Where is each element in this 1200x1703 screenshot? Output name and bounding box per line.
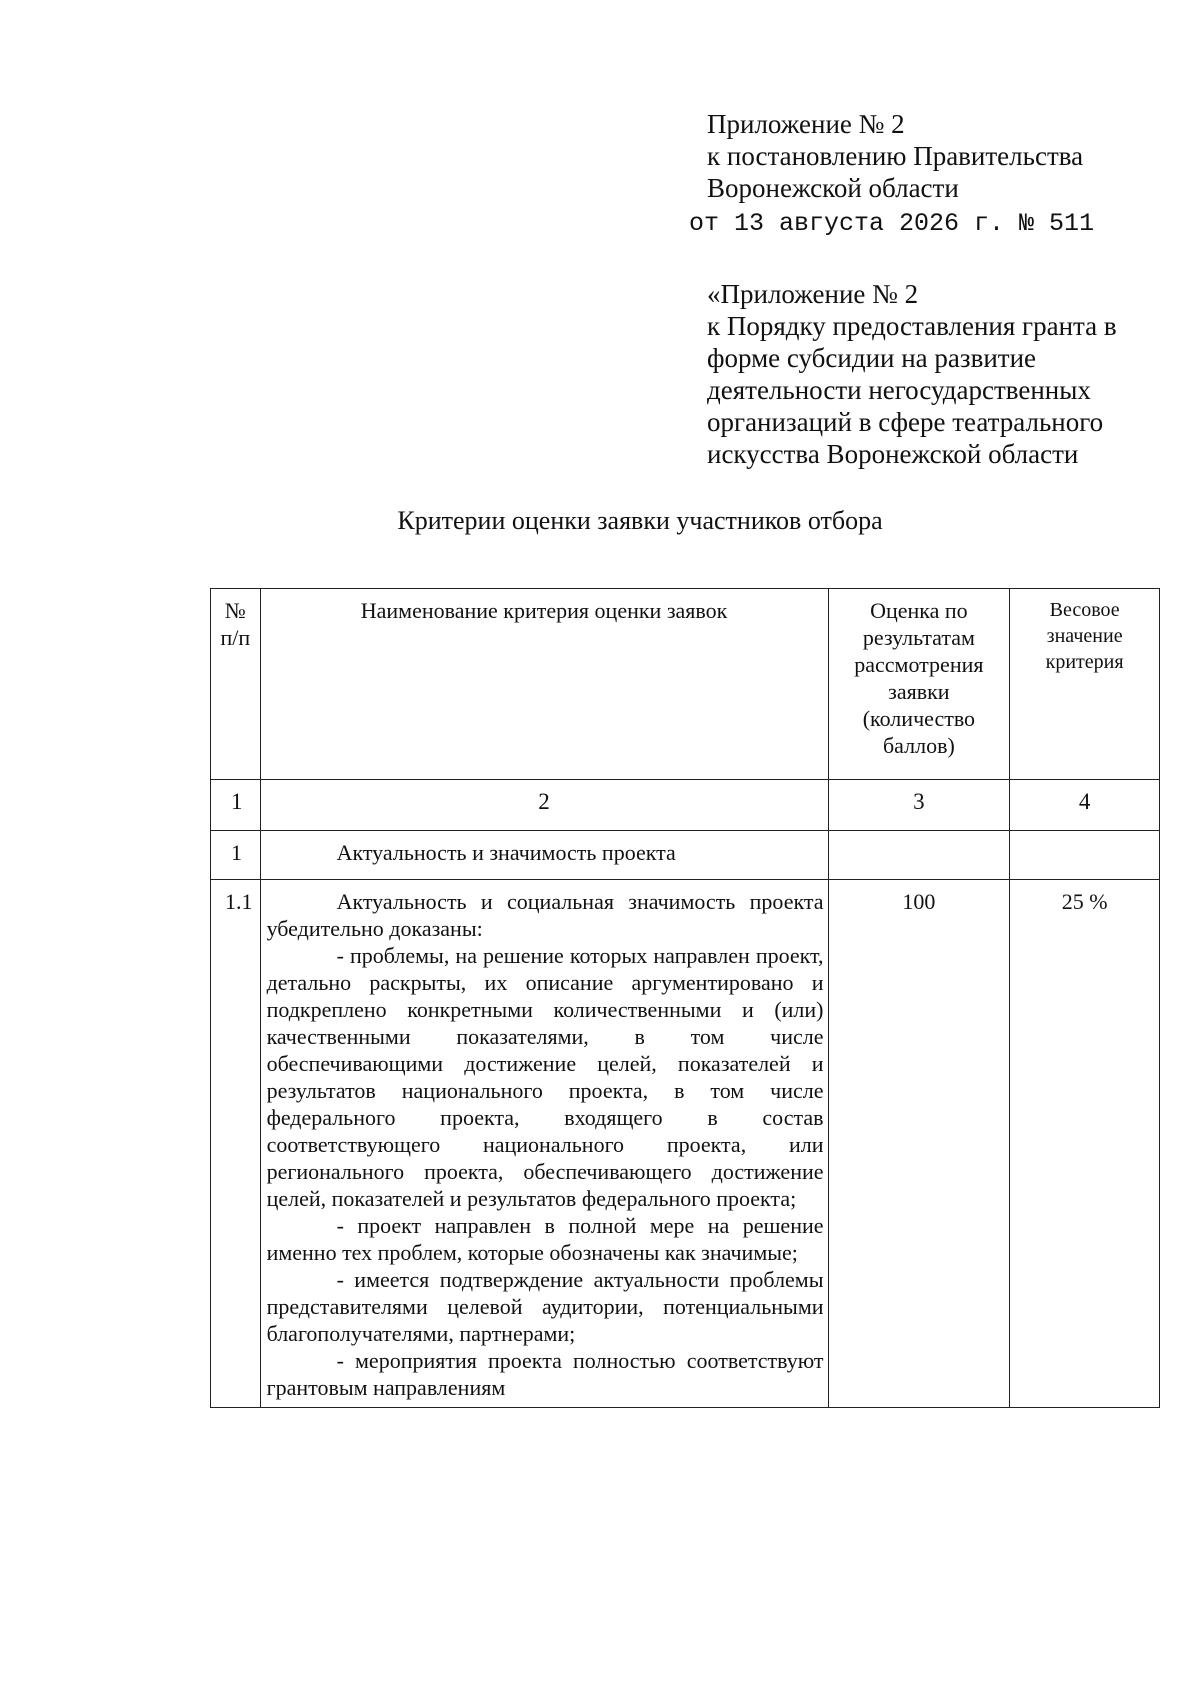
- row-paragraph-3: - проект направлен в полной мере на решение именно тех проблем, которые обозначены как значимые;: [266, 1213, 824, 1265]
- header-line-3: Воронежской области: [707, 173, 959, 203]
- section-weight-empty: [1010, 831, 1160, 880]
- attachment-line-6: искусства Воронежской области: [707, 439, 1079, 469]
- attachment-line-3: форме субсидии на развитие: [707, 343, 1036, 373]
- row-score: 100: [828, 880, 1010, 1408]
- section-row: [211, 831, 1160, 880]
- row-paragraph-1: Актуальность и социальная значимость проекта убедительно доказаны:: [266, 889, 824, 941]
- section-name: Актуальность и значимость проекта: [260, 831, 828, 880]
- decree-header: [689, 108, 1167, 240]
- column-number-3: 3: [828, 780, 1010, 831]
- section-num: 1: [211, 831, 261, 880]
- header-num: № п/п: [211, 589, 261, 780]
- column-number-4: 4: [1010, 780, 1160, 831]
- header-weight: Весовое значение критерия: [1010, 589, 1160, 780]
- column-number-1: 1: [211, 780, 261, 831]
- criteria-table: [210, 588, 1160, 1408]
- row-paragraph-5: - мероприятия проекта полностью соответствуют грантовым направлениям: [266, 1348, 824, 1400]
- header-name: Наименование критерия оценки заявок: [260, 589, 828, 780]
- attachment-line-1: «Приложение № 2: [707, 279, 919, 309]
- document-title: Критерии оценки заявки участников отбора: [397, 506, 883, 535]
- row-weight: 25 %: [1010, 880, 1160, 1408]
- attachment-line-4: деятельности негосударственных: [707, 375, 1091, 405]
- column-number-2: 2: [260, 780, 828, 831]
- row-num: 1.1: [211, 880, 261, 1408]
- decree-date: от 13 августа 2026 г. № 511: [689, 209, 1095, 238]
- attachment-header: [707, 278, 1167, 470]
- attachment-line-5: организаций в сфере театрального: [707, 407, 1104, 437]
- table-header-row: [211, 589, 1160, 780]
- row-paragraph-4: - имеется подтверждение актуальности проблемы представителями целевой аудитории, потенциальными благополучателями, партнерами;: [266, 1267, 824, 1346]
- section-score-empty: [828, 831, 1010, 880]
- row-paragraph-2: - проблемы, на решение которых направлен проект, детально раскрыты, их описание аргументировано и подкреплено конкретными количественными и (или) качественными показателями, в том числе обеспечивающими достижение целей, показателей и результатов национального проекта, в том числе федерального проекта, входящего в состав соответствующего национального проекта, или регионального проекта, обеспечивающего достижение целей, показателей и результатов федерального проекта;: [266, 943, 824, 1211]
- header-line-1: Приложение № 2: [707, 109, 905, 139]
- table-row: [211, 880, 1160, 1408]
- column-number-row: [211, 780, 1160, 831]
- row-description: [260, 880, 828, 1408]
- header-score: Оценка по результатам рассмотрения заявки (количество баллов): [828, 589, 1010, 780]
- attachment-line-2: к Порядку предоставления гранта в: [707, 311, 1117, 341]
- header-line-2: к постановлению Правительства: [707, 141, 1084, 171]
